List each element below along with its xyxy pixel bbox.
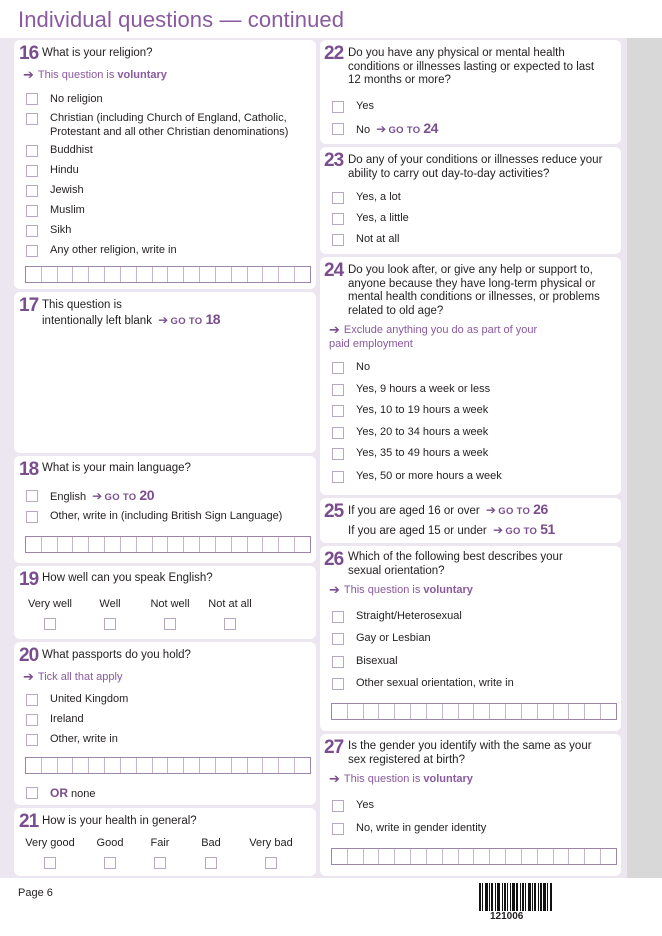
question-16-note: ➔ This question is voluntary xyxy=(23,67,167,82)
health-fair-checkbox[interactable] xyxy=(154,857,166,869)
note-arrow-icon: ➔ xyxy=(329,771,340,786)
question-27-number: 27 xyxy=(324,737,344,758)
caring-9-hours-or-less-checkbox[interactable] xyxy=(332,384,344,396)
orientation-bisexual-checkbox[interactable] xyxy=(332,656,344,668)
caring-option-label: Yes, 9 hours a week or less xyxy=(356,383,491,395)
caring-35-to-49-hours-checkbox[interactable] xyxy=(332,448,344,460)
religion-write-in-field[interactable] xyxy=(25,266,311,283)
health-very-good-checkbox[interactable] xyxy=(44,857,56,869)
question-26-note: ➔ This question is voluntary xyxy=(329,582,473,597)
english-ability-not-well-label: Not well xyxy=(150,598,190,610)
caring-option-label: Yes, 35 to 49 hours a week xyxy=(356,447,489,459)
health-very-bad-label: Very bad xyxy=(249,837,293,849)
activities-option-label: Not at all xyxy=(356,233,400,245)
language-english-checkbox[interactable] xyxy=(26,490,38,502)
goto-51-instruction: ➔ GO TO 51 xyxy=(492,521,555,537)
religion-no-religion-checkbox[interactable] xyxy=(26,93,38,105)
note-arrow-icon: ➔ xyxy=(23,67,34,82)
passport-other-checkbox[interactable] xyxy=(26,734,38,746)
religion-option-label: Jewish xyxy=(50,184,84,196)
orientation-option-label: Gay or Lesbian xyxy=(356,632,431,644)
orientation-straight-checkbox[interactable] xyxy=(332,611,344,623)
age-15-or-under-instruction: If you are aged 15 or under ➔ GO TO 51 xyxy=(348,521,555,537)
question-22-text: Do you have any physical or mental health conditions or illnesses lasting or expected to last 12 months or more? xyxy=(348,47,595,86)
passport-uk-checkbox[interactable] xyxy=(26,694,38,706)
goto-26-instruction: ➔ GO TO 26 xyxy=(485,501,548,517)
page-number: Page 6 xyxy=(18,887,53,899)
passport-option-label: United Kingdom xyxy=(50,693,129,705)
page-edge-strip xyxy=(627,38,662,878)
orientation-option-label: Straight/Heterosexual xyxy=(356,610,462,622)
english-well-checkbox[interactable] xyxy=(104,618,116,630)
note-arrow-icon: ➔ xyxy=(329,322,340,337)
activities-option-label: Yes, a little xyxy=(356,212,409,224)
activities-yes-a-little-checkbox[interactable] xyxy=(332,213,344,225)
question-24-text: Do you look after, or give any help or support to, anyone because they have long-term physical or mental health conditions or illnesses, or problems related to old age? xyxy=(348,264,600,317)
long-term-condition-yes-label: Yes xyxy=(356,100,374,112)
orientation-option-label: Other sexual orientation, write in xyxy=(356,677,514,689)
english-very-well-checkbox[interactable] xyxy=(44,618,56,630)
religion-sikh-checkbox[interactable] xyxy=(26,225,38,237)
barcode xyxy=(479,883,563,911)
passport-ireland-checkbox[interactable] xyxy=(26,714,38,726)
question-19-text: How well can you speak English? xyxy=(42,572,213,584)
health-bad-checkbox[interactable] xyxy=(205,857,217,869)
question-22-number: 22 xyxy=(324,43,344,64)
health-very-good-label: Very good xyxy=(25,837,75,849)
activities-not-at-all-checkbox[interactable] xyxy=(332,234,344,246)
gender-same-yes-checkbox[interactable] xyxy=(332,800,344,812)
passport-write-in-field[interactable] xyxy=(25,757,311,774)
english-ability-not-at-all-label: Not at all xyxy=(208,598,252,610)
religion-christian-checkbox[interactable] xyxy=(26,113,38,125)
question-17-line-2: intentionally left blank ➔ GO TO 18 xyxy=(42,311,221,327)
question-20-number: 20 xyxy=(19,645,39,666)
religion-jewish-checkbox[interactable] xyxy=(26,185,38,197)
long-term-condition-no-checkbox[interactable] xyxy=(332,123,344,135)
page-title: Individual questions — continued xyxy=(18,7,345,32)
orientation-write-in-field[interactable] xyxy=(331,703,617,720)
question-16-number: 16 xyxy=(19,43,39,64)
religion-other-checkbox[interactable] xyxy=(26,245,38,257)
question-24-note: ➔ Exclude anything you do as part of your paid employment xyxy=(329,322,538,350)
health-bad-label: Bad xyxy=(201,837,221,849)
passport-none-checkbox[interactable] xyxy=(26,787,38,799)
english-not-at-all-checkbox[interactable] xyxy=(224,618,236,630)
religion-muslim-checkbox[interactable] xyxy=(26,205,38,217)
religion-hindu-checkbox[interactable] xyxy=(26,165,38,177)
caring-option-label: Yes, 20 to 34 hours a week xyxy=(356,426,489,438)
english-ability-well-label: Well xyxy=(99,598,121,610)
health-good-checkbox[interactable] xyxy=(104,857,116,869)
passport-option-label: Other, write in xyxy=(50,733,118,745)
age-16-or-over-instruction: If you are aged 16 or over ➔ GO TO 26 xyxy=(348,501,548,517)
caring-50-or-more-hours-checkbox[interactable] xyxy=(332,471,344,483)
health-fair-label: Fair xyxy=(150,837,170,849)
question-25-number: 25 xyxy=(324,501,344,522)
question-27-note: ➔ This question is voluntary xyxy=(329,771,473,786)
language-english-label: English ➔ GO TO 20 xyxy=(50,487,154,503)
activities-yes-a-lot-checkbox[interactable] xyxy=(332,192,344,204)
language-write-in-field[interactable] xyxy=(25,536,311,553)
religion-buddhist-checkbox[interactable] xyxy=(26,145,38,157)
activities-option-label: Yes, a lot xyxy=(356,191,401,203)
caring-option-label: Yes, 10 to 19 hours a week xyxy=(356,404,489,416)
barcode-number: 121006 xyxy=(490,911,524,922)
english-not-well-checkbox[interactable] xyxy=(164,618,176,630)
religion-option-label: Buddhist xyxy=(50,144,93,156)
orientation-other-checkbox[interactable] xyxy=(332,678,344,690)
question-26-number: 26 xyxy=(324,549,344,570)
passport-option-label: Ireland xyxy=(50,713,84,725)
question-23-text: Do any of your conditions or illnesses reduce your ability to carry out day-to-day activities? xyxy=(348,154,603,180)
religion-option-label: Sikh xyxy=(50,224,72,236)
passport-none-label: OR none xyxy=(50,786,96,800)
religion-option-label: Hindu xyxy=(50,164,79,176)
question-18-text: What is your main language? xyxy=(42,462,191,474)
caring-10-to-19-hours-checkbox[interactable] xyxy=(332,405,344,417)
orientation-option-label: Bisexual xyxy=(356,655,398,667)
health-good-label: Good xyxy=(96,837,124,849)
religion-option-label: No religion xyxy=(50,93,103,105)
question-19-number: 19 xyxy=(19,569,39,590)
health-very-bad-checkbox[interactable] xyxy=(265,857,277,869)
question-20-text: What passports do you hold? xyxy=(42,649,191,661)
question-16-text: What is your religion? xyxy=(42,47,153,59)
gender-same-no-checkbox[interactable] xyxy=(332,823,344,835)
religion-option-label: Any other religion, write in xyxy=(50,244,177,256)
long-term-condition-no-label: No ➔ GO TO 24 xyxy=(356,120,438,136)
gender-option-label: Yes xyxy=(356,799,374,811)
note-arrow-icon: ➔ xyxy=(23,669,34,684)
religion-option-label: Christian (including Church of England, Catholic, Protestant and all other Christian denominations) xyxy=(50,112,289,138)
gender-option-label: No, write in gender identity xyxy=(356,822,487,834)
goto-18-instruction: ➔ GO TO 18 xyxy=(158,311,221,327)
goto-20-instruction: ➔ GO TO 20 xyxy=(92,487,154,503)
question-24-number: 24 xyxy=(324,260,344,281)
language-other-label: Other, write in (including British Sign Language) xyxy=(50,510,283,522)
language-other-checkbox[interactable] xyxy=(26,511,38,523)
question-23-number: 23 xyxy=(324,150,344,171)
question-21-text: How is your health in general? xyxy=(42,815,197,827)
caring-20-to-34-hours-checkbox[interactable] xyxy=(332,427,344,439)
english-ability-very-well-label: Very well xyxy=(27,598,73,610)
caring-option-label: No xyxy=(356,361,371,373)
caring-option-label: Yes, 50 or more hours a week xyxy=(356,470,502,482)
note-arrow-icon: ➔ xyxy=(329,582,340,597)
question-26-text: Which of the following best describes your sexual orientation? xyxy=(348,551,563,577)
orientation-gay-lesbian-checkbox[interactable] xyxy=(332,633,344,645)
religion-option-label: Muslim xyxy=(50,204,85,216)
caring-no-checkbox[interactable] xyxy=(332,362,344,374)
question-18-number: 18 xyxy=(19,459,39,480)
gender-identity-write-in-field[interactable] xyxy=(331,848,617,865)
question-17-line-1: This question is xyxy=(42,299,122,311)
question-17-number: 17 xyxy=(19,295,39,316)
goto-24-instruction: ➔ GO TO 24 xyxy=(376,120,438,136)
question-20-note: ➔ Tick all that apply xyxy=(23,669,123,684)
long-term-condition-yes-checkbox[interactable] xyxy=(332,101,344,113)
question-21-number: 21 xyxy=(19,811,39,832)
question-27-text: Is the gender you identify with the same as your sex registered at birth? xyxy=(348,740,592,766)
